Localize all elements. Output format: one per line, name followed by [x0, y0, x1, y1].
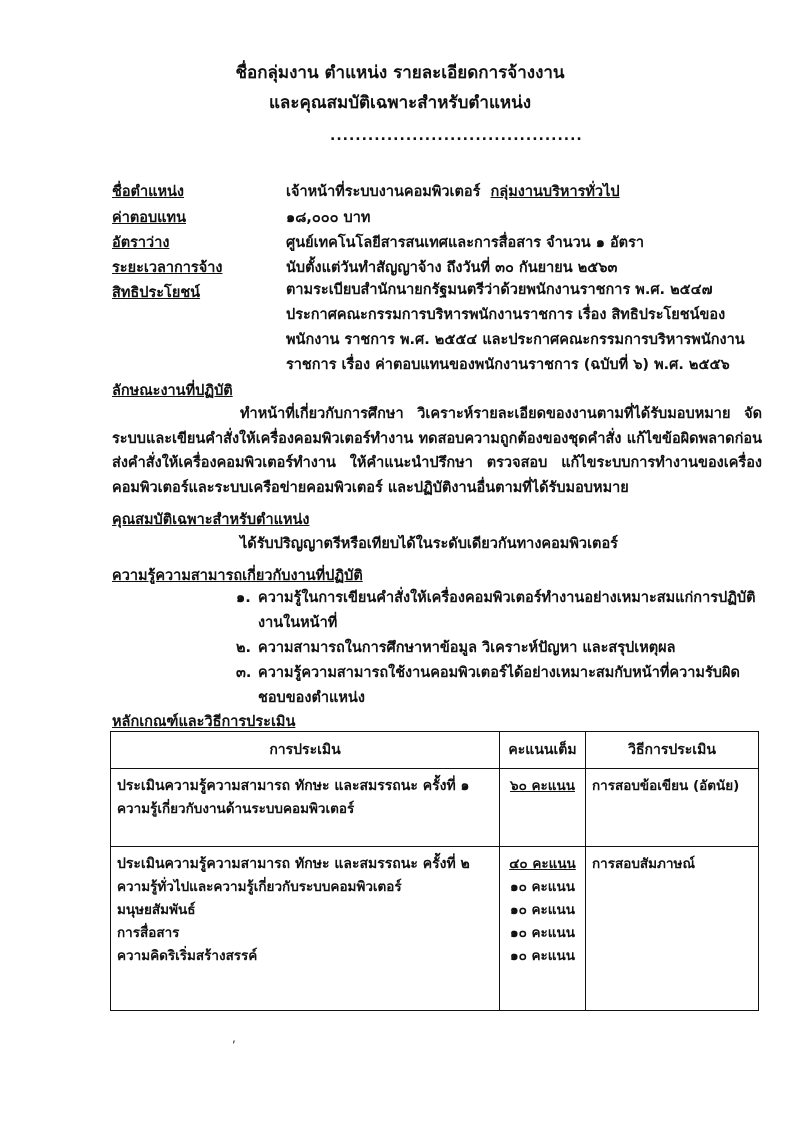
knowledge-item [236, 586, 756, 636]
assessment-subitem: ความคิดริเริ่มสร้างสรรค์ [117, 948, 258, 964]
title-separator: ........................................ [330, 128, 583, 144]
header-assessment: การประเมิน [111, 732, 500, 769]
method-cell [586, 847, 759, 1011]
knowledge-heading: ความรู้ความสามารถเกี่ยวกับงานที่ปฏิบัติ [112, 568, 363, 584]
position-group: กลุ่มงานบริหารทั่วไป [490, 184, 620, 200]
vacancy-value: ศูนย์เทคโนโลยีสารสนเทศและการสื่อสาร จำนวน ๑ อัตรา [286, 235, 645, 251]
benefit-label: สิทธิประโยชน์ [112, 285, 201, 301]
subitem-score: ๑๐ คะแนน [510, 925, 575, 941]
job-description-heading: ลักษณะงานที่ปฏิบัติ [112, 383, 233, 399]
assessment-subitem: ความรู้เกี่ยวกับงานด้านระบบคอมพิวเตอร์ [117, 801, 355, 817]
score-total: ๔๐ คะแนน [509, 856, 576, 872]
assessment-title: ประเมินความรู้ความสามารถ ทักษะ และสมรรถนะ ครั้งที่ ๒ [117, 856, 470, 872]
score-cell [500, 769, 586, 847]
knowledge-item-text: ความรู้ความสามารถใช้งานคอมพิวเตอร์ได้อย่างเหมาะสมกับหน้าที่ความรับผิดชอบของตำแหน่ง [258, 665, 740, 706]
position-label: ชื่อตำแหน่ง [112, 184, 185, 200]
document-title-line2: และคุณสมบัติเฉพาะสำหรับตำแหน่ง [268, 93, 532, 113]
salary-label: ค่าตอบแทน [112, 210, 186, 226]
score-total: ๖๐ คะแนน [510, 778, 575, 794]
header-full-score: คะแนนเต็ม [500, 732, 586, 769]
assessment-subitem: มนุษยสัมพันธ์ [117, 902, 196, 918]
evaluation-heading: หลักเกณฑ์และวิธีการประเมิน [112, 714, 296, 730]
benefit-value: ตามระเบียบสำนักนายกรัฐมนตรีว่าด้วยพนักงานราชการ พ.ศ. ๒๕๔๗ ประกาศคณะกรรมการบริหารพนักงานราชการ เรื่อง สิทธิประโยชน์ของพนักงาน ราชการ พ.ศ. ๒๕๕๔ และประกาศคณะกรรมการบริหารพนักงานราชการ เรื่อง ค่าตอบแทนของพนักงานราชการ (ฉบับที่ ๖) พ.ศ. ๒๕๕๖ [286, 282, 745, 373]
assessment-subitem: การสื่อสาร [117, 925, 180, 941]
assessment-title: ประเมินความรู้ความสามารถ ทักษะ และสมรรถนะ ครั้งที่ ๑ [117, 778, 470, 794]
qualification-text: ได้รับปริญญาตรีหรือเทียบได้ในระดับเดียวกันทางคอมพิวเตอร์ [240, 536, 618, 552]
assessment-cell [111, 769, 500, 847]
knowledge-item [236, 636, 756, 661]
vacancy-label: อัตราว่าง [112, 235, 170, 251]
method-text: การสอบสัมภาษณ์ [592, 856, 695, 872]
header-method: วิธีการประเมิน [586, 732, 759, 769]
qualification-heading: คุณสมบัติเฉพาะสำหรับตำแหน่ง [112, 512, 310, 528]
salary-value: ๑๘,๐๐๐ บาท [286, 210, 371, 226]
scan-mark: , [232, 1031, 236, 1045]
period-label: ระยะเวลาการจ้าง [112, 260, 223, 276]
method-text: การสอบข้อเขียน (อัตนัย) [592, 778, 740, 794]
knowledge-item [236, 661, 756, 711]
knowledge-item-number: ๒. [236, 640, 252, 656]
subitem-score: ๑๐ คะแนน [510, 902, 575, 918]
subitem-score: ๑๐ คะแนน [510, 879, 575, 895]
position-title: เจ้าหน้าที่ระบบงานคอมพิวเตอร์ [286, 184, 481, 200]
evaluation-table-header [111, 732, 759, 769]
document-title-line1: ชื่อกลุ่มงาน ตำแหน่ง รายละเอียดการจ้างงาน [235, 63, 565, 83]
assessment-subitem: ความรู้ทั่วไปและความรู้เกี่ยวกับระบบคอมพิวเตอร์ [117, 879, 402, 895]
knowledge-item-number: ๓. [236, 665, 252, 681]
table-row [111, 769, 759, 847]
evaluation-table [110, 731, 759, 1011]
period-value: นับตั้งแต่วันทำสัญญาจ้าง ถึงวันที่ ๓๐ กันยายน ๒๕๖๓ [286, 260, 618, 276]
position-value [286, 180, 620, 203]
table-row [111, 847, 759, 1011]
subitem-score: ๑๐ คะแนน [510, 948, 575, 964]
knowledge-item-text: ความรู้ในการเขียนคำสั่งให้เครื่องคอมพิวเตอร์ทำงานอย่างเหมาะสมแก่การปฏิบัติงานในหน้าที่ [258, 590, 756, 631]
method-cell [586, 769, 759, 847]
job-description-text: ทำหน้าที่เกี่ยวกับการศึกษา วิเคราะห์รายละเอียดของงานตามที่ได้รับมอบหมาย จัดระบบและเขียนคำสั่งให้เครื่องคอมพิวเตอร์ทำงาน ทดสอบความถูกต้องของชุดคำสั่ง แก้ไขข้อผิดพลาดก่อนส่งคำสั่งให้เครื่องคอมพิวเตอร์ทำงาน ให้คำแนะนำปรึกษา ตรวจสอบ แก้ไขระบบการทำงานของเครื่องคอมพิวเตอร์และระบบเครือข่ายคอมพิวเตอร์ และปฏิบัติงานอื่นตามที่ได้รับมอบหมาย [112, 406, 762, 496]
assessment-cell [111, 847, 500, 1011]
score-cell [500, 847, 586, 1011]
knowledge-item-text: ความสามารถในการศึกษาหาข้อมูล วิเคราะห์ปัญหา และสรุปเหตุผล [258, 640, 676, 656]
knowledge-item-number: ๑. [236, 590, 251, 606]
